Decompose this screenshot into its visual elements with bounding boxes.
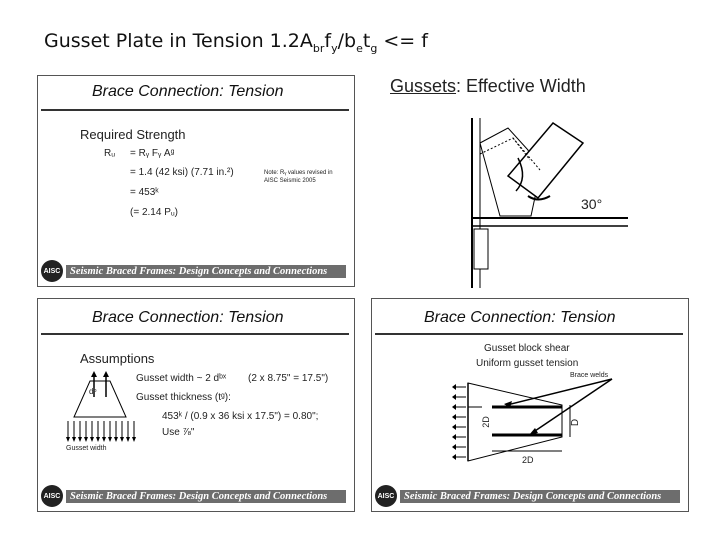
- slide-title: Brace Connection: Tension: [92, 309, 284, 326]
- slide-required-strength: [37, 75, 355, 287]
- title-underline: [41, 333, 349, 335]
- assumption-line: 453ᵏ / (0.9 x 36 ksi x 17.5") = 0.80";: [162, 411, 319, 422]
- assumption-line: (2 x 8.75" = 17.5"): [248, 373, 329, 384]
- assumption-line: Gusset thickness (tᵍ):: [136, 392, 231, 403]
- db-label: dᵇ: [89, 387, 97, 396]
- slide-gussets-effective-width: [388, 70, 628, 290]
- dimension-d: D: [570, 418, 582, 427]
- slide-title-gussets: Gussets: Effective Width: [390, 76, 586, 96]
- equation-line: = 453ᵏ: [130, 187, 159, 198]
- slide-assumptions: [37, 298, 355, 512]
- slide-footer: Seismic Braced Frames: Design Concepts and Connections: [66, 265, 346, 278]
- revision-note: Note: Rᵧ values revised in AISC Seismic 2005: [264, 170, 333, 184]
- section-heading: Assumptions: [80, 351, 155, 366]
- angle-label: 30°: [581, 196, 603, 212]
- gusset-width-label: Gusset width: [66, 445, 107, 452]
- slide-footer: Seismic Braced Frames: Design Concepts and Connections: [400, 490, 680, 503]
- dimension-2d-vertical: 2D: [480, 416, 491, 428]
- block-shear-heading: Gusset block shear: [484, 343, 570, 354]
- aisc-logo: AISC: [41, 260, 63, 282]
- assumption-line: Use ⅞": [162, 427, 195, 438]
- uniform-tension-heading: Uniform gusset tension: [476, 358, 579, 369]
- section-heading: Required Strength: [80, 127, 186, 142]
- equation-line: (= 2.14 Pᵤ): [130, 207, 179, 218]
- aisc-logo: AISC: [375, 485, 397, 507]
- equation-line: = Rᵧ Fᵧ Aᵍ: [130, 148, 175, 159]
- title-underline: [375, 333, 683, 335]
- dimension-2d-bottom: 2D: [522, 455, 534, 465]
- page-title: Gusset Plate in Tension $1.2A_{br}f_y/b_et_g <= f$: [44, 30, 428, 55]
- slide-title: Brace Connection: Tension: [424, 309, 616, 326]
- equation-line: = 1.4 (42 ksi) (7.71 in.²): [130, 167, 234, 178]
- slide-title: Brace Connection: Tension: [92, 83, 284, 100]
- brace-welds-label: Brace welds: [570, 372, 609, 379]
- slide-footer: Seismic Braced Frames: Design Concepts and Connections: [66, 490, 346, 503]
- gusset-diagram: [388, 98, 628, 288]
- slide-block-shear: [371, 298, 689, 512]
- title-underline: [41, 109, 349, 111]
- assumption-line: Gusset width ~ 2 dᵇˣ: [136, 373, 227, 384]
- aisc-logo: AISC: [41, 485, 63, 507]
- ru-label: Rᵤ: [104, 148, 116, 159]
